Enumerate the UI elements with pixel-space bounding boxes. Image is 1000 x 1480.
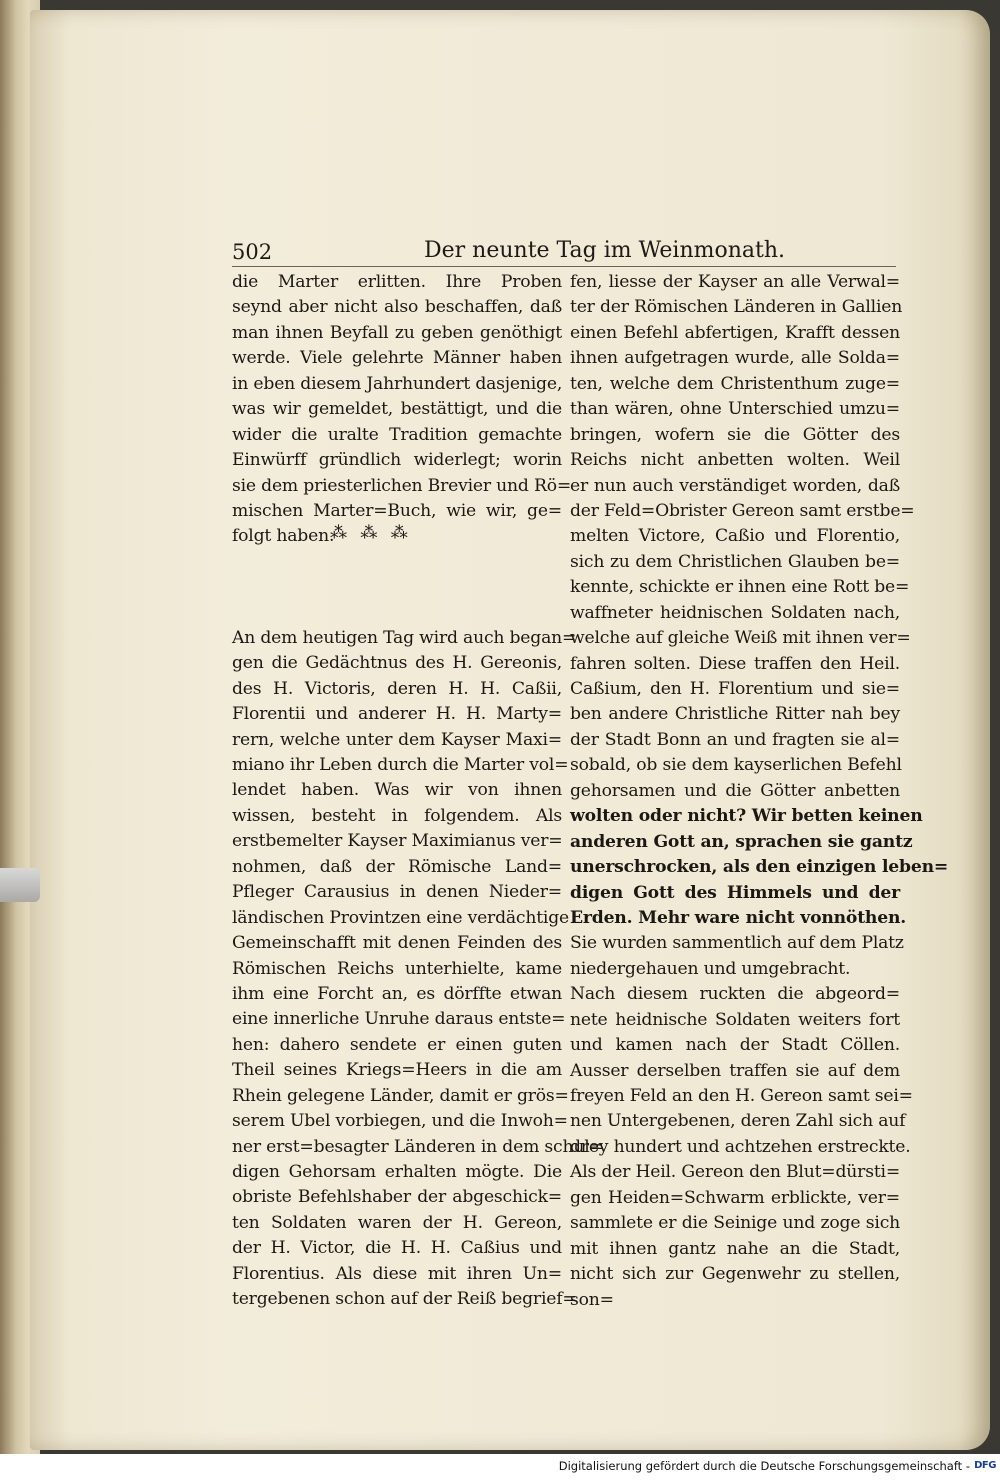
dfg-logo: DFG [974, 1460, 996, 1471]
text-line: Ausser derselben traffen sie auf dem [570, 1060, 900, 1081]
text-line: Rhein gelegene Länder, damit er grös= [232, 1085, 569, 1106]
text-line: ländischen Provintzen eine verdächtige [232, 907, 569, 928]
text-line: Als der Heil. Gereon den Blut=dürsti= [570, 1162, 901, 1183]
text-line: obriste Befehlshaber der abgeschick= [232, 1187, 562, 1208]
text-line: Sie wurden sammentlich auf dem Platz [570, 933, 904, 954]
left-column-text [232, 270, 572, 550]
text-line: Erden. Mehr ware nicht vonnöthen. [570, 907, 907, 928]
text-line: mischen Marter=Buch, wie wir, ge= [232, 500, 562, 521]
text-line: kennte, schickte er ihnen eine Rott be= [570, 577, 910, 598]
text-line: ter der Römischen Länderen in Gallien [570, 297, 903, 318]
text-line: der Stadt Bonn an und fragten sie al= [570, 729, 900, 750]
text-line: bringen, wofern sie die Götter des [570, 424, 900, 445]
text-line: An dem heutigen Tag wird auch began= [232, 627, 577, 648]
digitization-footer [0, 1454, 1000, 1480]
text-line: gehorsamen und die Götter anbetten [570, 780, 900, 801]
section-spacer [232, 550, 562, 626]
text-line: ner erst=besagter Länderen in dem schul= [232, 1136, 604, 1157]
page-clip [0, 868, 40, 902]
text-line: nen Untergebenen, deren Zahl sich auf [570, 1111, 906, 1132]
text-line: melten Victore, Caßio und Florentio, [570, 526, 900, 547]
text-line: sich zu dem Christlichen Glauben be= [570, 551, 900, 572]
text-line: Theil seines Kriegs=Heers in die am [232, 1060, 562, 1081]
text-line: Einwürff gründlich widerlegt; worin [232, 450, 562, 471]
text-line: seynd aber nicht also beschaffen, daß [232, 297, 562, 318]
text-line: rern, welche unter dem Kayser Maxi= [232, 729, 562, 750]
text-line: werde. Viele gelehrte Männer haben [232, 348, 562, 369]
text-line: Florentius. Als diese mit ihren Un= [232, 1263, 562, 1284]
text-line: ten, welche dem Christenthum zuge= [570, 373, 900, 394]
text-line: son= [570, 1289, 614, 1310]
text-line: anderen Gott an, sprachen sie gantz [570, 831, 913, 852]
text-line: mit ihnen gantz nahe an die Stadt, [570, 1238, 900, 1259]
text-line: gen die Gedächtnus des H. Gereonis, [232, 653, 562, 674]
right-column-text [570, 270, 949, 1313]
text-line: des H. Victoris, deren H. H. Caßii, [232, 678, 562, 699]
text-line: Caßium, den H. Florentium und sie= [570, 679, 900, 699]
text-line: welche auf gleiche Weiß mit ihnen ver= [570, 628, 911, 649]
page-number: 502 [232, 240, 273, 264]
running-head: Der neunte Tag im Weinmonath. [424, 238, 786, 263]
text-line: sammlete er die Seinige und zoge sich [570, 1213, 900, 1234]
text-line: fahren solten. Diese traffen den Heil. [570, 653, 900, 674]
text-line: than wären, ohne Unterschied umzu= [570, 399, 900, 420]
text-line: drey hundert und achtzehen erstreckte. [570, 1136, 911, 1157]
text-line: lendet haben. Was wir von ihnen [232, 780, 562, 801]
text-line: der Feld=Obrister Gereon samt erstbe= [570, 500, 915, 521]
text-line: Römischen Reichs unterhielte, kame [232, 958, 562, 979]
text-line: wider die uralte Tradition gemachte [232, 424, 562, 445]
text-line: erstbemelter Kayser Maximianus ver= [232, 831, 563, 852]
text-line: und kamen nach der Stadt Cöllen. [570, 1035, 900, 1056]
text-line: eine innerliche Unruhe daraus entste= [232, 1009, 566, 1030]
text-line: Reichs nicht anbetten wolten. Weil [570, 450, 900, 471]
text-line: ben andere Christliche Ritter nah bey [570, 704, 900, 725]
text-line: tergebenen schon auf der Reiß begrief= [232, 1289, 577, 1310]
text-line: ihm eine Forcht an, es dörffte etwan [232, 983, 562, 1004]
text-line: gen Heiden=Schwarm erblickte, ver= [570, 1187, 900, 1208]
text-line: sobald, ob sie dem kayserlichen Befehl [570, 755, 902, 776]
text-line: niedergehauen und umgebracht. [570, 958, 851, 979]
funding-notice: Digitalisierung gefördert durch die Deutsche Forschungsgemeinschaft - [558, 1459, 970, 1473]
right-column [570, 270, 949, 1313]
text-line: nohmen, daß der Römische Land= [232, 856, 562, 877]
text-line: nete heidnische Soldaten weiters fort [570, 1009, 900, 1030]
section-separator: ⁂ ⁂ ⁂ [330, 523, 412, 543]
text-line: Nach diesem ruckten die abgeord= [570, 984, 900, 1005]
text-line: sie dem priesterlichen Brevier und Rö= [232, 475, 572, 496]
text-line: die Marter erlitten. Ihre Proben [232, 272, 562, 292]
text-line: ten Soldaten waren der H. Gereon, [232, 1212, 562, 1233]
text-line: er nun auch verständiget worden, daß [570, 475, 900, 496]
text-line: Florentii und anderer H. H. Marty= [232, 704, 562, 725]
text-line: was wir gemeldet, bestättigt, und die [232, 399, 562, 420]
text-line: serem Ubel vorbiegen, und die Inwoh= [232, 1111, 568, 1132]
text-line: freyen Feld an den H. Gereon samt sei= [570, 1086, 913, 1106]
text-line: Gemeinschafft mit denen Feinden des [232, 933, 562, 954]
text-line: folgt haben. [232, 526, 335, 547]
text-line: digen Gott des Himmels und der [570, 882, 900, 903]
page-header [232, 238, 896, 266]
text-line: digen Gehorsam erhalten mögte. Die [232, 1162, 562, 1182]
text-line: waffneter heidnischen Soldaten nach, [570, 602, 900, 623]
text-line: wissen, besteht in folgendem. Als [232, 805, 562, 826]
header-rule [232, 266, 896, 267]
text-line: fen, liesse der Kayser an alle Verwal= [570, 272, 900, 292]
text-line: Pfleger Carausius in denen Nieder= [232, 882, 562, 903]
text-line: miano ihr Leben durch die Marter vol= [232, 755, 569, 775]
text-line: hen: dahero sendete er einen guten [232, 1034, 562, 1055]
text-line: man ihnen Beyfall zu geben genöthigt [232, 322, 562, 343]
text-line: wolten oder nicht? Wir betten keinen [570, 806, 923, 827]
text-line: unerschrocken, als den einzigen leben= [570, 857, 949, 878]
text-line: ihnen aufgetragen wurde, alle Solda= [570, 348, 900, 369]
text-line: in eben diesem Jahrhundert dasjenige, [232, 373, 563, 394]
text-line: einen Befehl abfertigen, Krafft dessen [570, 322, 900, 343]
text-line: nicht sich zur Gegenwehr zu stellen, [570, 1264, 900, 1285]
text-line: der H. Victor, die H. H. Caßius und [232, 1238, 562, 1259]
